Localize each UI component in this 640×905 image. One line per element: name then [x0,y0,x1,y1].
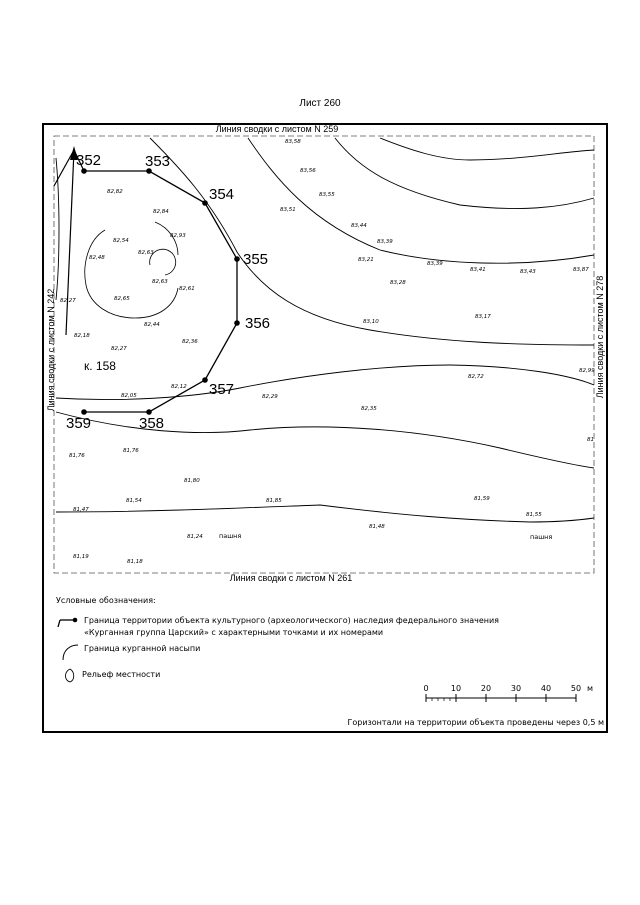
legend-item-boundary-line1: Граница территории объекта культурного (археологического) наследия федерального значения [84,616,499,625]
spot-elevation: 81,48 [369,524,385,530]
boundary-point-marker [234,256,240,262]
spot-elevation: 82,29 [262,394,278,400]
spot-elevation: 81,24 [187,534,203,540]
adjacent-sheet-right: Линия сводки с листом N 278 [595,275,605,399]
spot-elevation: 83,17 [475,314,491,320]
point-label-352: 352 [76,152,102,169]
point-label-357: 357 [209,381,235,398]
spot-elevation: 82,12 [171,384,187,390]
spot-elevation: 82,05 [121,393,137,399]
scale-tick-label: 50 [570,684,582,693]
spot-elevation: 81,80 [184,478,200,484]
spot-elevation: 81,18 [127,559,143,565]
spot-elevation: 82,54 [113,238,129,244]
point-label-355: 355 [243,251,269,268]
spot-elevation: 82,84 [153,209,169,215]
scale-tick-label: 10 [450,684,462,693]
adjacent-sheet-top: Линия сводки с листом N 259 [215,124,339,134]
boundary-point-marker [81,409,87,415]
spot-elevation: 81,19 [73,554,89,560]
spot-elevation: 82,82 [107,189,123,195]
sheet-title: Лист 260 [299,98,341,109]
legend-item-relief: Рельеф местности [82,670,161,679]
spot-elevation: 82,27 [60,298,76,304]
adjacent-sheet-bottom: Линия сводки с листом N 261 [229,573,353,583]
spot-elevation: 81,47 [73,507,89,513]
spot-elevation: 83,55 [319,192,335,198]
spot-elevation: 83,39 [377,239,393,245]
point-label-354: 354 [209,186,235,203]
spot-elevation: 83,39 [427,261,443,267]
boundary-point-marker [81,168,87,174]
boundary-point-markers [81,168,240,415]
spot-elevation: 82,36 [182,339,198,345]
legend-boundary-icon [58,618,77,627]
spot-elevation: 81,54 [126,498,142,504]
boundary-point-marker [234,320,240,326]
scale-tick-label: 30 [510,684,522,693]
contour-line [56,505,594,522]
spot-elevation: 81 [587,437,594,443]
legend-title: Условные обозначения: [56,596,156,605]
point-label-358: 358 [139,415,165,432]
spot-elevation: 83,87 [573,267,589,273]
point-label-356: 356 [245,315,271,332]
scale-tick-label: 20 [480,684,492,693]
scale-bar [423,684,593,702]
spot-elevation: 82,18 [74,333,90,339]
spot-elevation: 83,41 [470,267,486,273]
spot-elevation: 82,35 [361,406,377,412]
mound-boundary [85,230,178,318]
scale-unit: м [586,684,594,693]
legend-relief-icon [66,669,74,682]
legend-item-mound: Граница курганной насыпи [84,644,201,653]
spot-elevation: 82,63 [152,279,168,285]
spot-elevation: 82,61 [179,286,195,292]
spot-elevation: 82,48 [89,255,105,261]
legend-item-boundary-line2: «Курганная группа Царский» с характерными точками и их номерами [84,628,384,637]
spot-elevation: 82,72 [468,374,484,380]
adjacent-sheet-left: Линия сводки с листом N 242 [46,288,56,412]
contour-line [150,138,594,345]
contour-line [248,138,594,263]
spot-elevation: 82,65 [114,296,130,302]
contour-line [56,412,594,468]
arable-label: пашня [219,532,242,540]
plot-label: к. 158 [84,359,116,373]
spot-elevation: 83,56 [300,168,316,174]
sheet-boundary [54,136,594,573]
spot-elevation: 83,43 [520,269,536,275]
spot-elevation: 81,76 [69,453,85,459]
contour-interval-note: Горизонтали на территории объекта проведены через 0,5 м [347,718,604,727]
spot-elevation: 82,44 [144,322,160,328]
spot-elevation: 83,58 [285,139,301,145]
contour-line [335,138,594,209]
spot-elevation: 81,85 [266,498,282,504]
spot-elevation: 82,93 [170,233,186,239]
contour-line [380,138,594,160]
heritage-boundary-line [84,171,237,412]
spot-elevations [60,139,595,565]
boundary-point-marker [202,377,208,383]
spot-elevation: 83,10 [363,319,379,325]
spot-elevation: 82,27 [111,346,127,352]
scale-tick-label: 0 [423,684,429,693]
spot-elevation: 83,21 [358,257,374,263]
spot-elevation: 82,63 [138,250,154,256]
point-label-353: 353 [145,153,171,170]
point-label-359: 359 [66,415,92,432]
spot-elevation: 81,59 [474,496,490,502]
spot-elevation: 83,44 [351,223,367,229]
legend-mound-icon [63,645,78,660]
arable-label: пашня [530,533,553,541]
spot-elevation: 81,76 [123,448,139,454]
spot-elevation: 82,99 [579,368,595,374]
boundary-point-marker [202,200,208,206]
boundary-point-marker [146,409,152,415]
scale-tick-label: 40 [540,684,552,693]
spot-elevation: 83,28 [390,280,406,286]
spot-elevation: 83,51 [280,207,296,213]
spot-elevation: 81,55 [526,512,542,518]
mound-boundaries [85,222,178,318]
